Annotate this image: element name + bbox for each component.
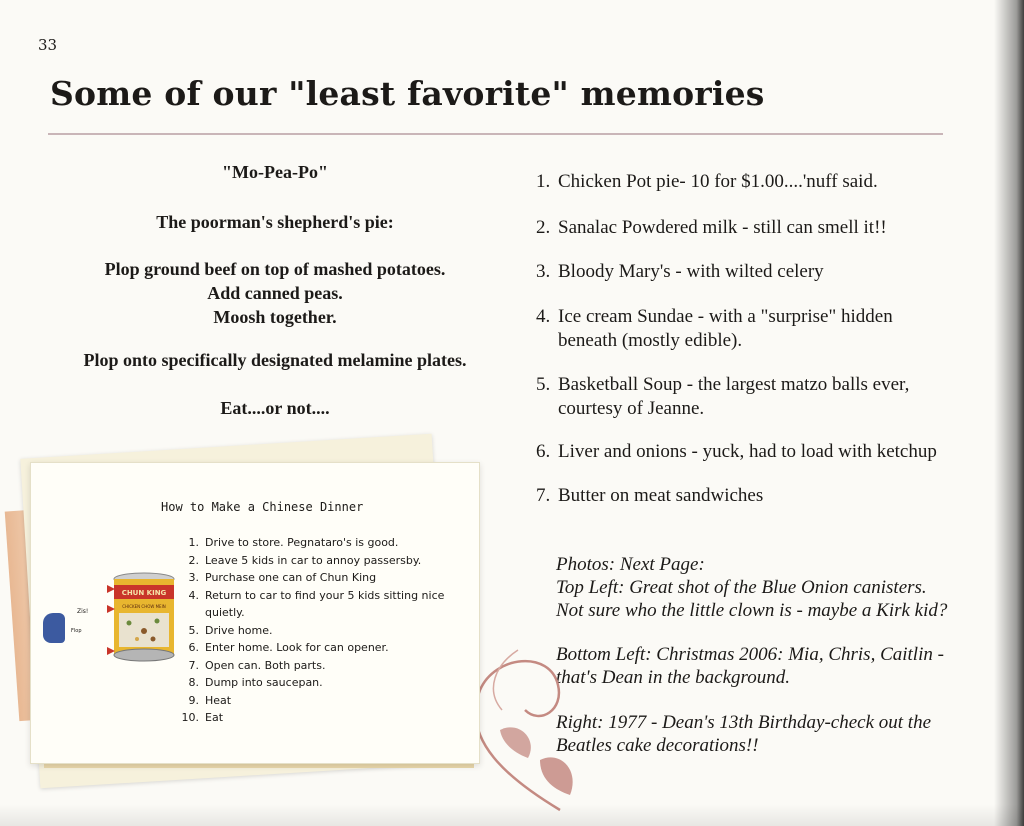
memory-number: 1.: [536, 171, 551, 192]
swirl-leaf: [500, 727, 531, 758]
card-step: [177, 552, 477, 570]
can-annotation: Zis!: [77, 608, 89, 615]
can-product: CHICKEN CHOW MEIN: [122, 604, 166, 609]
food-bit: [155, 619, 160, 624]
card-step-number: 5.: [188, 623, 199, 637]
page-title: Some of our "least favorite" memories: [50, 74, 765, 113]
recipe-subtitle: The poorman's shepherd's pie:: [156, 212, 394, 232]
memory-text: Butter on meat sandwiches: [558, 485, 764, 506]
memory-number: 3.: [536, 261, 551, 282]
card-step: [177, 709, 477, 727]
recipe-step: Moosh together.: [213, 307, 337, 327]
memory-text: Sanalac Powdered milk - still can smell it!!: [558, 217, 887, 238]
memory-text: Ice cream Sundae - with a "surprise" hidden beneath (mostly edible).: [558, 306, 893, 351]
card-step-text: Purchase one can of Chun King: [205, 571, 377, 584]
memory-item: [536, 440, 1006, 464]
card-step-text: Open can. Both parts.: [205, 658, 326, 672]
memory-item: [536, 216, 996, 240]
card-title: How to Make a Chinese Dinner: [161, 500, 364, 514]
can-annotation: Flop: [71, 628, 82, 634]
memory-item: [536, 373, 966, 421]
book-spine-shadow: [994, 0, 1024, 826]
card-step: [177, 692, 477, 710]
card-steps: [177, 534, 477, 727]
food-bit: [151, 637, 156, 642]
card-step-number: 7.: [188, 658, 199, 672]
memory-number: 6.: [536, 441, 551, 462]
card-step: [177, 622, 477, 640]
memory-text: Liver and onions - yuck, had to load with ketchup: [558, 441, 937, 462]
memory-item: [536, 305, 946, 353]
card-step-number: 4.: [188, 588, 199, 602]
card-step: [177, 639, 477, 657]
recipe-steps: [40, 257, 510, 329]
page-bottom-shade: [0, 804, 1024, 826]
annotation-arrows: [81, 581, 117, 661]
recipe-closing: Eat....or not....: [220, 398, 330, 418]
card-step-text: Heat: [205, 693, 232, 707]
card-step: [177, 569, 477, 587]
arrow-icon: [107, 605, 115, 613]
food-bit: [135, 637, 139, 641]
card-step-number: 2.: [188, 553, 199, 567]
photo-note: Right: 1977 - Dean's 13th Birthday-check out the Beatles cake decorations!!: [556, 712, 931, 756]
card-step-text: Leave 5 kids in car to annoy passersby.: [205, 553, 422, 567]
card-step-number: 9.: [188, 693, 199, 707]
title-rule: [48, 133, 943, 135]
memory-item: [536, 260, 996, 284]
card-step-text: Drive to store. Pegnataro's is good.: [205, 536, 399, 549]
arrow-icon: [107, 647, 115, 655]
card-step-number: 6.: [188, 641, 199, 654]
memory-text: Basketball Soup - the largest matzo balls ever, courtesy of Jeanne.: [558, 374, 910, 419]
memory-text: Chicken Pot pie- 10 for $1.00....'nuff said.: [558, 171, 878, 192]
food-bit: [127, 621, 132, 626]
page-number: 33: [38, 36, 58, 54]
memory-number: 7.: [536, 485, 551, 506]
card-step-number: 1.: [188, 536, 199, 549]
memory-number: 2.: [536, 217, 551, 238]
card-step-number: 3.: [188, 571, 199, 584]
chun-king-can-image: [109, 571, 179, 663]
hand-figure: [43, 613, 65, 643]
memory-item: [536, 484, 996, 508]
recipe-plates: Plop onto specifically designated melamine plates.: [83, 350, 467, 370]
memory-number: 5.: [536, 374, 551, 395]
food-bit: [141, 628, 147, 634]
card-step-text: Dump into saucepan.: [205, 676, 323, 689]
recipe-step: Add canned peas.: [207, 283, 343, 303]
card-step: [177, 674, 477, 692]
memory-text: Bloody Mary's - with wilted celery: [558, 261, 824, 282]
card-step-text: Drive home.: [205, 623, 273, 637]
card-step: [177, 587, 477, 622]
card-step: [177, 534, 477, 552]
chinese-dinner-card: [30, 462, 480, 764]
can-bottom: [114, 649, 174, 661]
arrow-icon: [107, 585, 115, 593]
card-step-text: Eat: [205, 711, 224, 724]
memory-item: [536, 170, 996, 194]
recipe-step: Plop ground beef on top of mashed potatoes.: [104, 259, 446, 279]
card-step-number: 10.: [181, 711, 199, 724]
card-step-number: 8.: [188, 676, 199, 689]
card-step-text: Enter home. Look for can opener.: [205, 641, 389, 654]
can-brand: CHUN KING: [121, 589, 167, 597]
photo-note: Bottom Left: Christmas 2006: Mia, Chris, Caitlin - that's Dean in the background.: [556, 644, 944, 688]
memory-number: 4.: [536, 306, 551, 327]
recipe-title: "Mo-Pea-Po": [222, 162, 328, 182]
card-step: [177, 657, 477, 675]
photo-note: Photos: Next Page: Top Left: Great shot of the Blue Onion canisters. Not sure who the little clown is - maybe a Kirk kid?: [556, 554, 948, 621]
swirl-stroke-inner: [493, 650, 518, 710]
card-step-text: Return to car to find your 5 kids sitting nice quietly.: [205, 588, 445, 619]
swirl-leaf: [540, 757, 573, 795]
